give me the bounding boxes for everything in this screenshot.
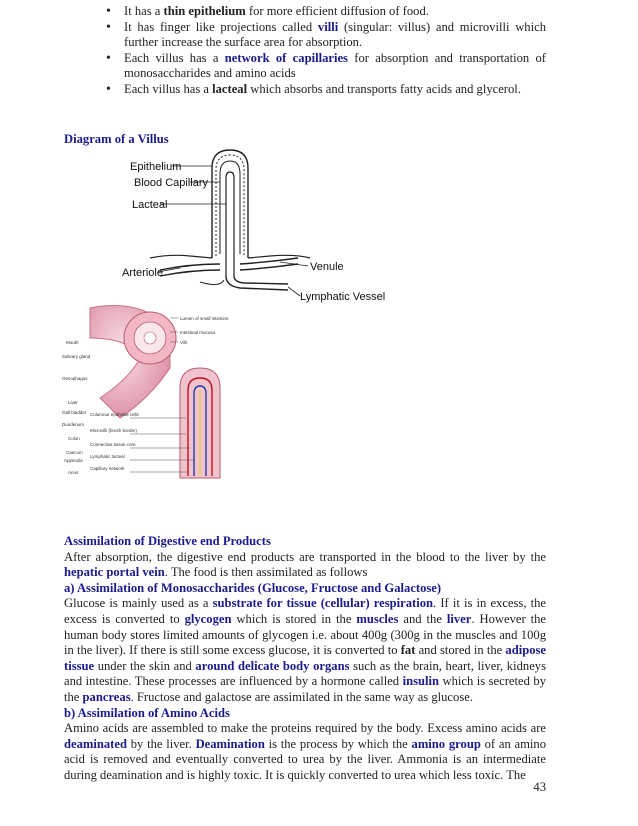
label-capillary-network: Capillary network: [90, 466, 125, 471]
label-oesophagus: Oesophagus: [62, 376, 88, 381]
label-lymphatic-vessel: Lymphatic Vessel: [300, 291, 386, 303]
text-run: . If it is in excess, the excess is converted to: [64, 596, 547, 626]
keyword: muscles: [356, 611, 399, 626]
keyword: fat: [400, 643, 416, 658]
label-duodenum: Duodenum: [62, 422, 85, 427]
text-run: is the process by which the: [264, 736, 412, 751]
label-columnar-cells: Columnar epithelial cells: [90, 412, 139, 417]
keyword: thin epithelium: [163, 4, 246, 18]
keyword: substrate for tissue (cellular) respiration: [212, 596, 434, 611]
text-run: such as the brain, heart, liver, kidneys and intestine. These processes are influenced by a hormone called: [64, 658, 546, 689]
label-lacteal: Lacteal: [132, 199, 168, 211]
label-epithelium: Epithelium: [130, 161, 182, 173]
label-lumen: Lumen of small intestine: [180, 316, 229, 321]
text-run: which is secreted by the: [64, 674, 546, 704]
text-run: Glucose is mainly used as a: [64, 596, 213, 611]
arteriole-line: [160, 264, 220, 270]
text-run: . However the human body stores limited amounts of glycogen i.e. about 400g (300g in the muscles and 100g in the liver). If there is still some excess glucose, it is converted to: [64, 611, 547, 658]
keyword: insulin: [402, 674, 439, 689]
keyword: hepatic portal vein: [64, 565, 165, 580]
label-mouth: Mouth: [66, 340, 79, 345]
keyword: deaminated: [64, 736, 127, 751]
page-number: 43: [533, 780, 546, 794]
label-venule: Venule: [310, 261, 344, 273]
section-b-heading: b) Assimilation of Amino Acids: [64, 705, 230, 720]
section-a-paragraph: [64, 596, 546, 705]
keyword: amino group: [411, 736, 481, 751]
bullet-item: • Each villus has a network of capillaries for absorption and transportation of monosaccharides and amino acids: [104, 51, 546, 81]
bullet-item: • It has finger like projections called villi (singular: villus) and microvilli which further increase the surface area for absorption.: [104, 20, 546, 50]
text-run: . Fructose and galactose are assimilated in the same way as glucose.: [130, 689, 473, 704]
lacteal-line: [226, 172, 234, 276]
diagram-heading: Diagram of a Villus: [64, 132, 169, 146]
label-appendix: Appendix: [64, 458, 83, 463]
text-run: and stored in the: [415, 643, 506, 658]
intestine-illustration-svg: [60, 298, 250, 488]
section-b-paragraph: [64, 721, 546, 783]
label-salivary-gland: Salivary gland: [62, 354, 91, 359]
label-gall-bladder: Gall bladder: [62, 410, 87, 415]
keyword: villi: [317, 20, 339, 34]
label-mucosa: Intestinal mucosa: [180, 330, 216, 335]
assimilation-heading: Assimilation of Digestive end Products: [64, 534, 271, 548]
keyword: liver: [446, 611, 472, 626]
text-run: which is stored in the: [231, 611, 357, 626]
text-run: Amino acids are assembled to make the proteins required by the body. Excess amino acids are: [64, 721, 546, 736]
label-microvilli: Microvilli (brush border): [90, 428, 138, 433]
keyword: Deamination: [195, 736, 265, 751]
label-liver: Liver: [68, 400, 78, 405]
label-colon: Colon: [68, 436, 80, 441]
label-arteriole: Arteriole: [122, 267, 163, 279]
label-anus: Anus: [68, 470, 79, 475]
text-run: and the: [398, 611, 447, 626]
villus-diagram-svg: [120, 146, 420, 304]
keyword: lacteal: [212, 82, 248, 96]
villus-features-list: [104, 4, 546, 98]
bullet-item: • Each villus has a lacteal which absorbs and transports fatty acids and glycerol.: [104, 82, 546, 97]
keyword: around delicate body organs: [195, 658, 350, 673]
keyword: adipose tissue: [64, 643, 546, 673]
keyword: network of capillaries: [224, 51, 348, 65]
bullet-item: • It has a thin epithelium for more efficient diffusion of food.: [104, 4, 546, 19]
keyword: pancreas: [82, 689, 131, 704]
intestine-illustration: [60, 298, 250, 488]
label-blood-capillary: Blood Capillary: [134, 177, 208, 189]
label-caecum: Caecum: [66, 450, 83, 455]
label-lymphatic-lacteal: Lymphatic lacteal: [90, 454, 125, 459]
assimilation-section: [64, 534, 546, 784]
text-run: of an amino acid is removed and eventually converted to urea by the liver. Ammonia is an intermediate during deamination and is highly toxic. It is quickly converted to urea which less toxic. The: [64, 736, 547, 782]
text-run: under the skin and: [94, 658, 196, 673]
section-a-heading: a) Assimilation of Monosaccharides (Glucose, Fructose and Galactose): [64, 580, 442, 595]
keyword: glycogen: [184, 611, 232, 626]
villus-diagram: [120, 146, 420, 304]
text-run: by the liver.: [126, 736, 196, 751]
intro-paragraph: After absorption, the digestive end products are transported in the blood to the liver by the hepatic portal vein. The food is then assimilated as follows: [64, 549, 546, 580]
label-villi: Villi: [180, 340, 187, 345]
blood-capillary-line: [220, 161, 240, 254]
label-connective-tissue: Connective tissue core: [90, 442, 136, 447]
